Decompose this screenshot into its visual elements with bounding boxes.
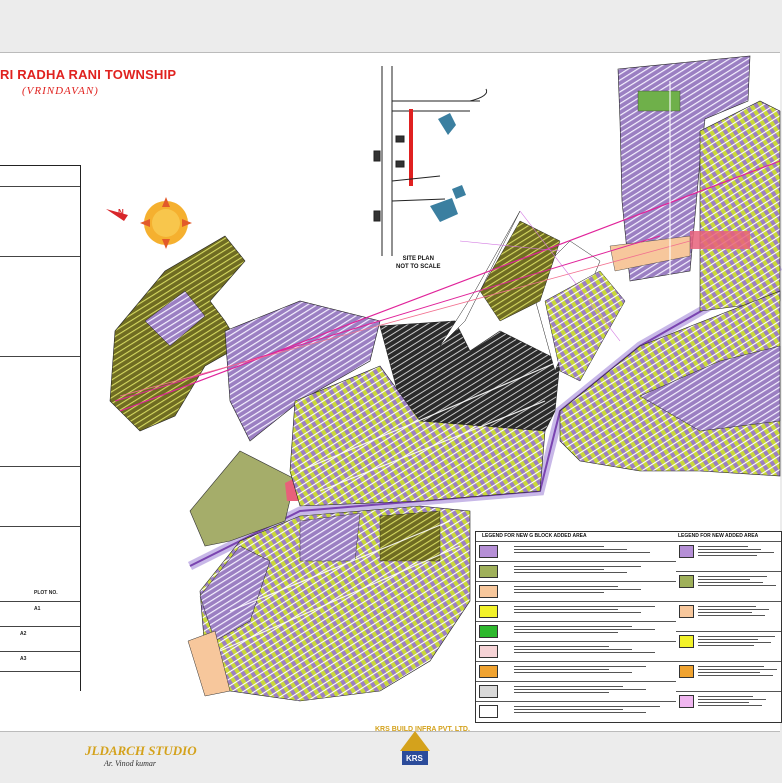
legend-right-row <box>676 601 781 620</box>
legend-swatch <box>679 695 694 708</box>
legend-row <box>476 621 676 640</box>
studio-name: JLDARCH STUDIO <box>85 743 197 758</box>
legend-text-lines <box>698 576 778 588</box>
legend-text-lines <box>514 626 664 635</box>
legend-swatch <box>679 605 694 618</box>
township-subtitle: (VRINDAVAN) <box>22 85 99 97</box>
legend-row <box>476 541 676 560</box>
legend-row <box>476 681 676 700</box>
legend-text-lines <box>698 606 778 618</box>
drawing-sheet <box>0 52 780 768</box>
legend-row <box>476 601 676 620</box>
legend-swatch <box>479 705 498 718</box>
architect-name: Ar. Vinod kumar <box>103 759 157 768</box>
legend-text-lines <box>514 686 664 695</box>
legend-right-row <box>676 541 781 560</box>
legend-right-row <box>676 631 781 650</box>
site-plan-caption <box>396 255 441 271</box>
legend-swatch <box>479 645 498 658</box>
legend-left-title: LEGEND FOR NEW G BLOCK ADDED AREA <box>482 533 587 539</box>
legend-swatch <box>679 635 694 648</box>
legend-swatch <box>479 685 498 698</box>
plot-label: A2 <box>20 631 27 637</box>
legend-swatch <box>479 625 498 638</box>
area-statement <box>236 713 366 783</box>
legend-text-lines <box>698 636 778 648</box>
legend-text-lines <box>698 666 778 678</box>
legend-right-row <box>676 691 781 710</box>
legend-text-lines <box>514 706 664 715</box>
legend-text-lines <box>514 666 664 675</box>
legend-text-lines <box>514 546 664 555</box>
legend-row <box>476 561 676 580</box>
svg-text:N: N <box>118 208 124 217</box>
township-title: RI RADHA RANI TOWNSHIP <box>0 67 177 82</box>
legend-swatch <box>679 665 694 678</box>
legend-text-lines <box>514 646 664 655</box>
legend-text-lines <box>698 546 778 558</box>
legend-row <box>476 581 676 600</box>
legend-right-row <box>676 571 781 590</box>
krs-logo-icon <box>398 729 432 769</box>
legend-right-title: LEGEND FOR NEW ADDED AREA <box>678 533 759 539</box>
legend-swatch <box>679 545 694 558</box>
legend-text-lines <box>514 566 664 575</box>
compass-icon <box>106 197 192 249</box>
legend-text-lines <box>698 696 778 708</box>
svg-text:KRS: KRS <box>406 754 423 763</box>
developer-name: KRS BUILD INFRA PVT. LTD. <box>375 726 470 733</box>
legend-swatch <box>479 545 498 558</box>
legend-table <box>475 531 782 723</box>
legend-row <box>476 701 676 720</box>
legend-text-lines <box>514 606 664 615</box>
scale-note: NOT TO SCALE <box>396 264 441 270</box>
site-plan-label: SITE PLAN <box>402 256 434 262</box>
legend-swatch <box>479 565 498 578</box>
legend-right-row <box>676 661 781 680</box>
plot-label: A1 <box>34 606 41 612</box>
legend-row <box>476 661 676 680</box>
architect-stamp <box>85 743 197 768</box>
site-plan-keymap <box>374 66 487 256</box>
plot-no-heading: PLOT NO. <box>34 590 58 596</box>
plot-label: A3 <box>20 656 27 662</box>
legend-text-lines <box>514 586 664 595</box>
legend-swatch <box>679 575 694 588</box>
legend-row <box>476 641 676 660</box>
legend-swatch <box>479 665 498 678</box>
legend-swatch <box>479 585 498 598</box>
legend-swatch <box>479 605 498 618</box>
